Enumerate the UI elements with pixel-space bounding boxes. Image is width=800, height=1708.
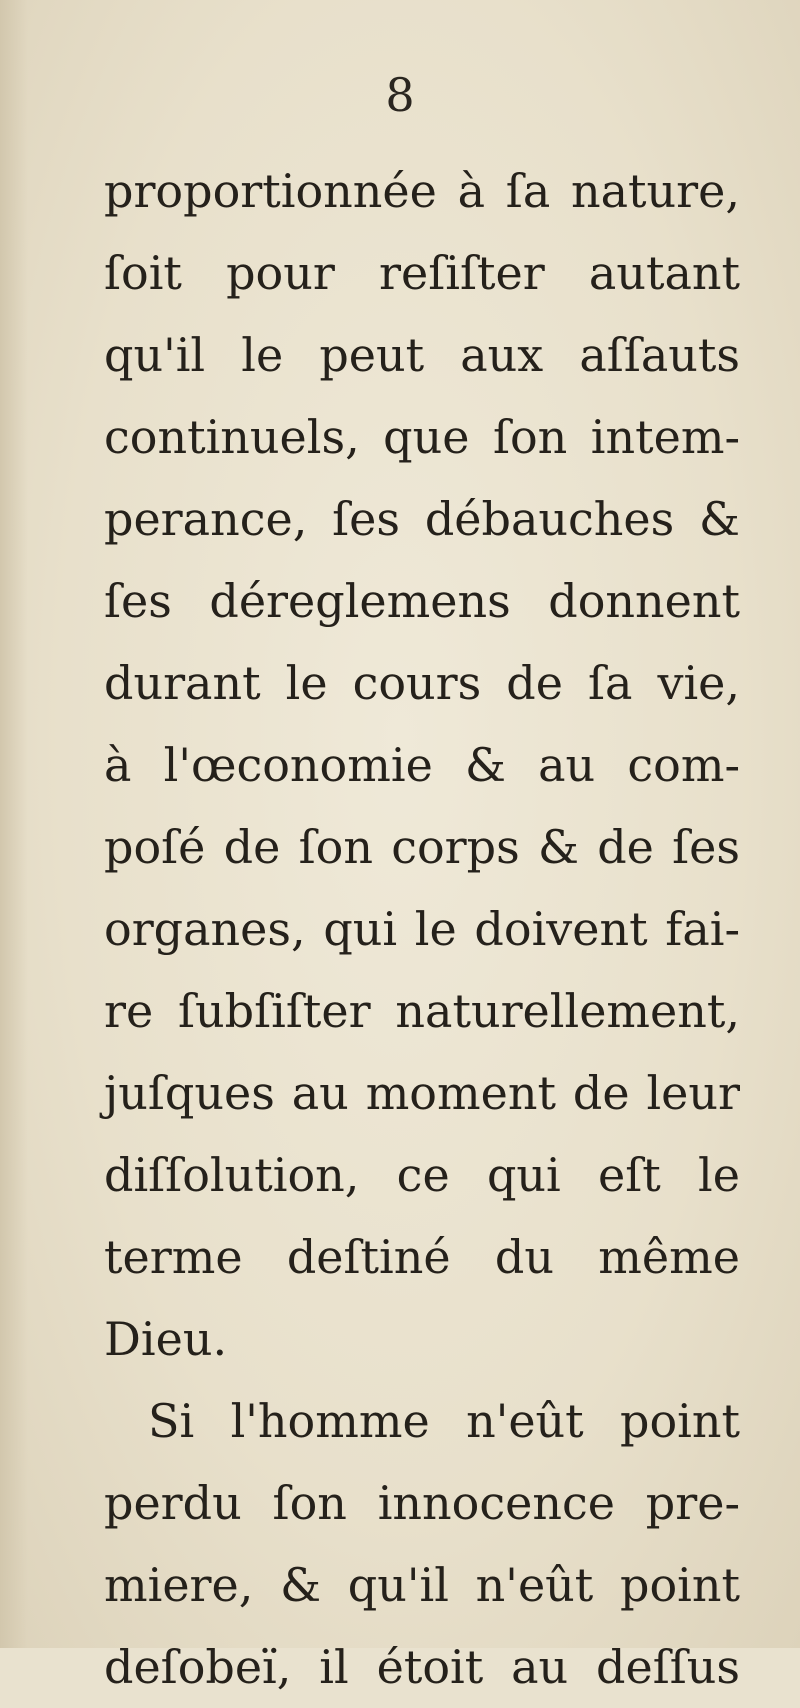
text-line: deſobeï, il étoit au deſſus	[104, 1640, 740, 1694]
text-line: perance, ſes débauches &	[104, 492, 740, 546]
text-line: terme deſtiné du même	[104, 1230, 740, 1284]
text-line: ſoit pour reſiſter autant	[104, 246, 740, 300]
page-number: 8	[385, 68, 415, 122]
text-line: juſques au moment de leur	[104, 1066, 740, 1120]
text-line: Dieu.	[104, 1312, 228, 1366]
text-line: proportionnée à ſa nature,	[104, 164, 740, 218]
text-line: poſé de ſon corps & de ſes	[104, 820, 740, 874]
text-line: ſes déreglemens donnent	[104, 574, 740, 628]
page-gutter-shadow	[0, 0, 28, 1648]
text-line: qu'il le peut aux aſſauts	[104, 328, 740, 382]
text-line: perdu ſon innocence pre-	[104, 1476, 740, 1530]
text-line: continuels, que ſon intem-	[104, 410, 740, 464]
paragraph-start-line: Si l'homme n'eût point	[148, 1394, 740, 1448]
body-text	[104, 150, 740, 1708]
text-line: diſſolution, ce qui eſt le	[104, 1148, 740, 1202]
text-line: organes, qui le doivent fai-	[104, 902, 740, 956]
text-line: miere, & qu'il n'eût point	[104, 1558, 740, 1612]
text-line: re ſubſiſter naturellement,	[104, 984, 740, 1038]
text-line: durant le cours de ſa vie,	[104, 656, 740, 710]
text-line: à l'œconomie & au com-	[104, 738, 740, 792]
